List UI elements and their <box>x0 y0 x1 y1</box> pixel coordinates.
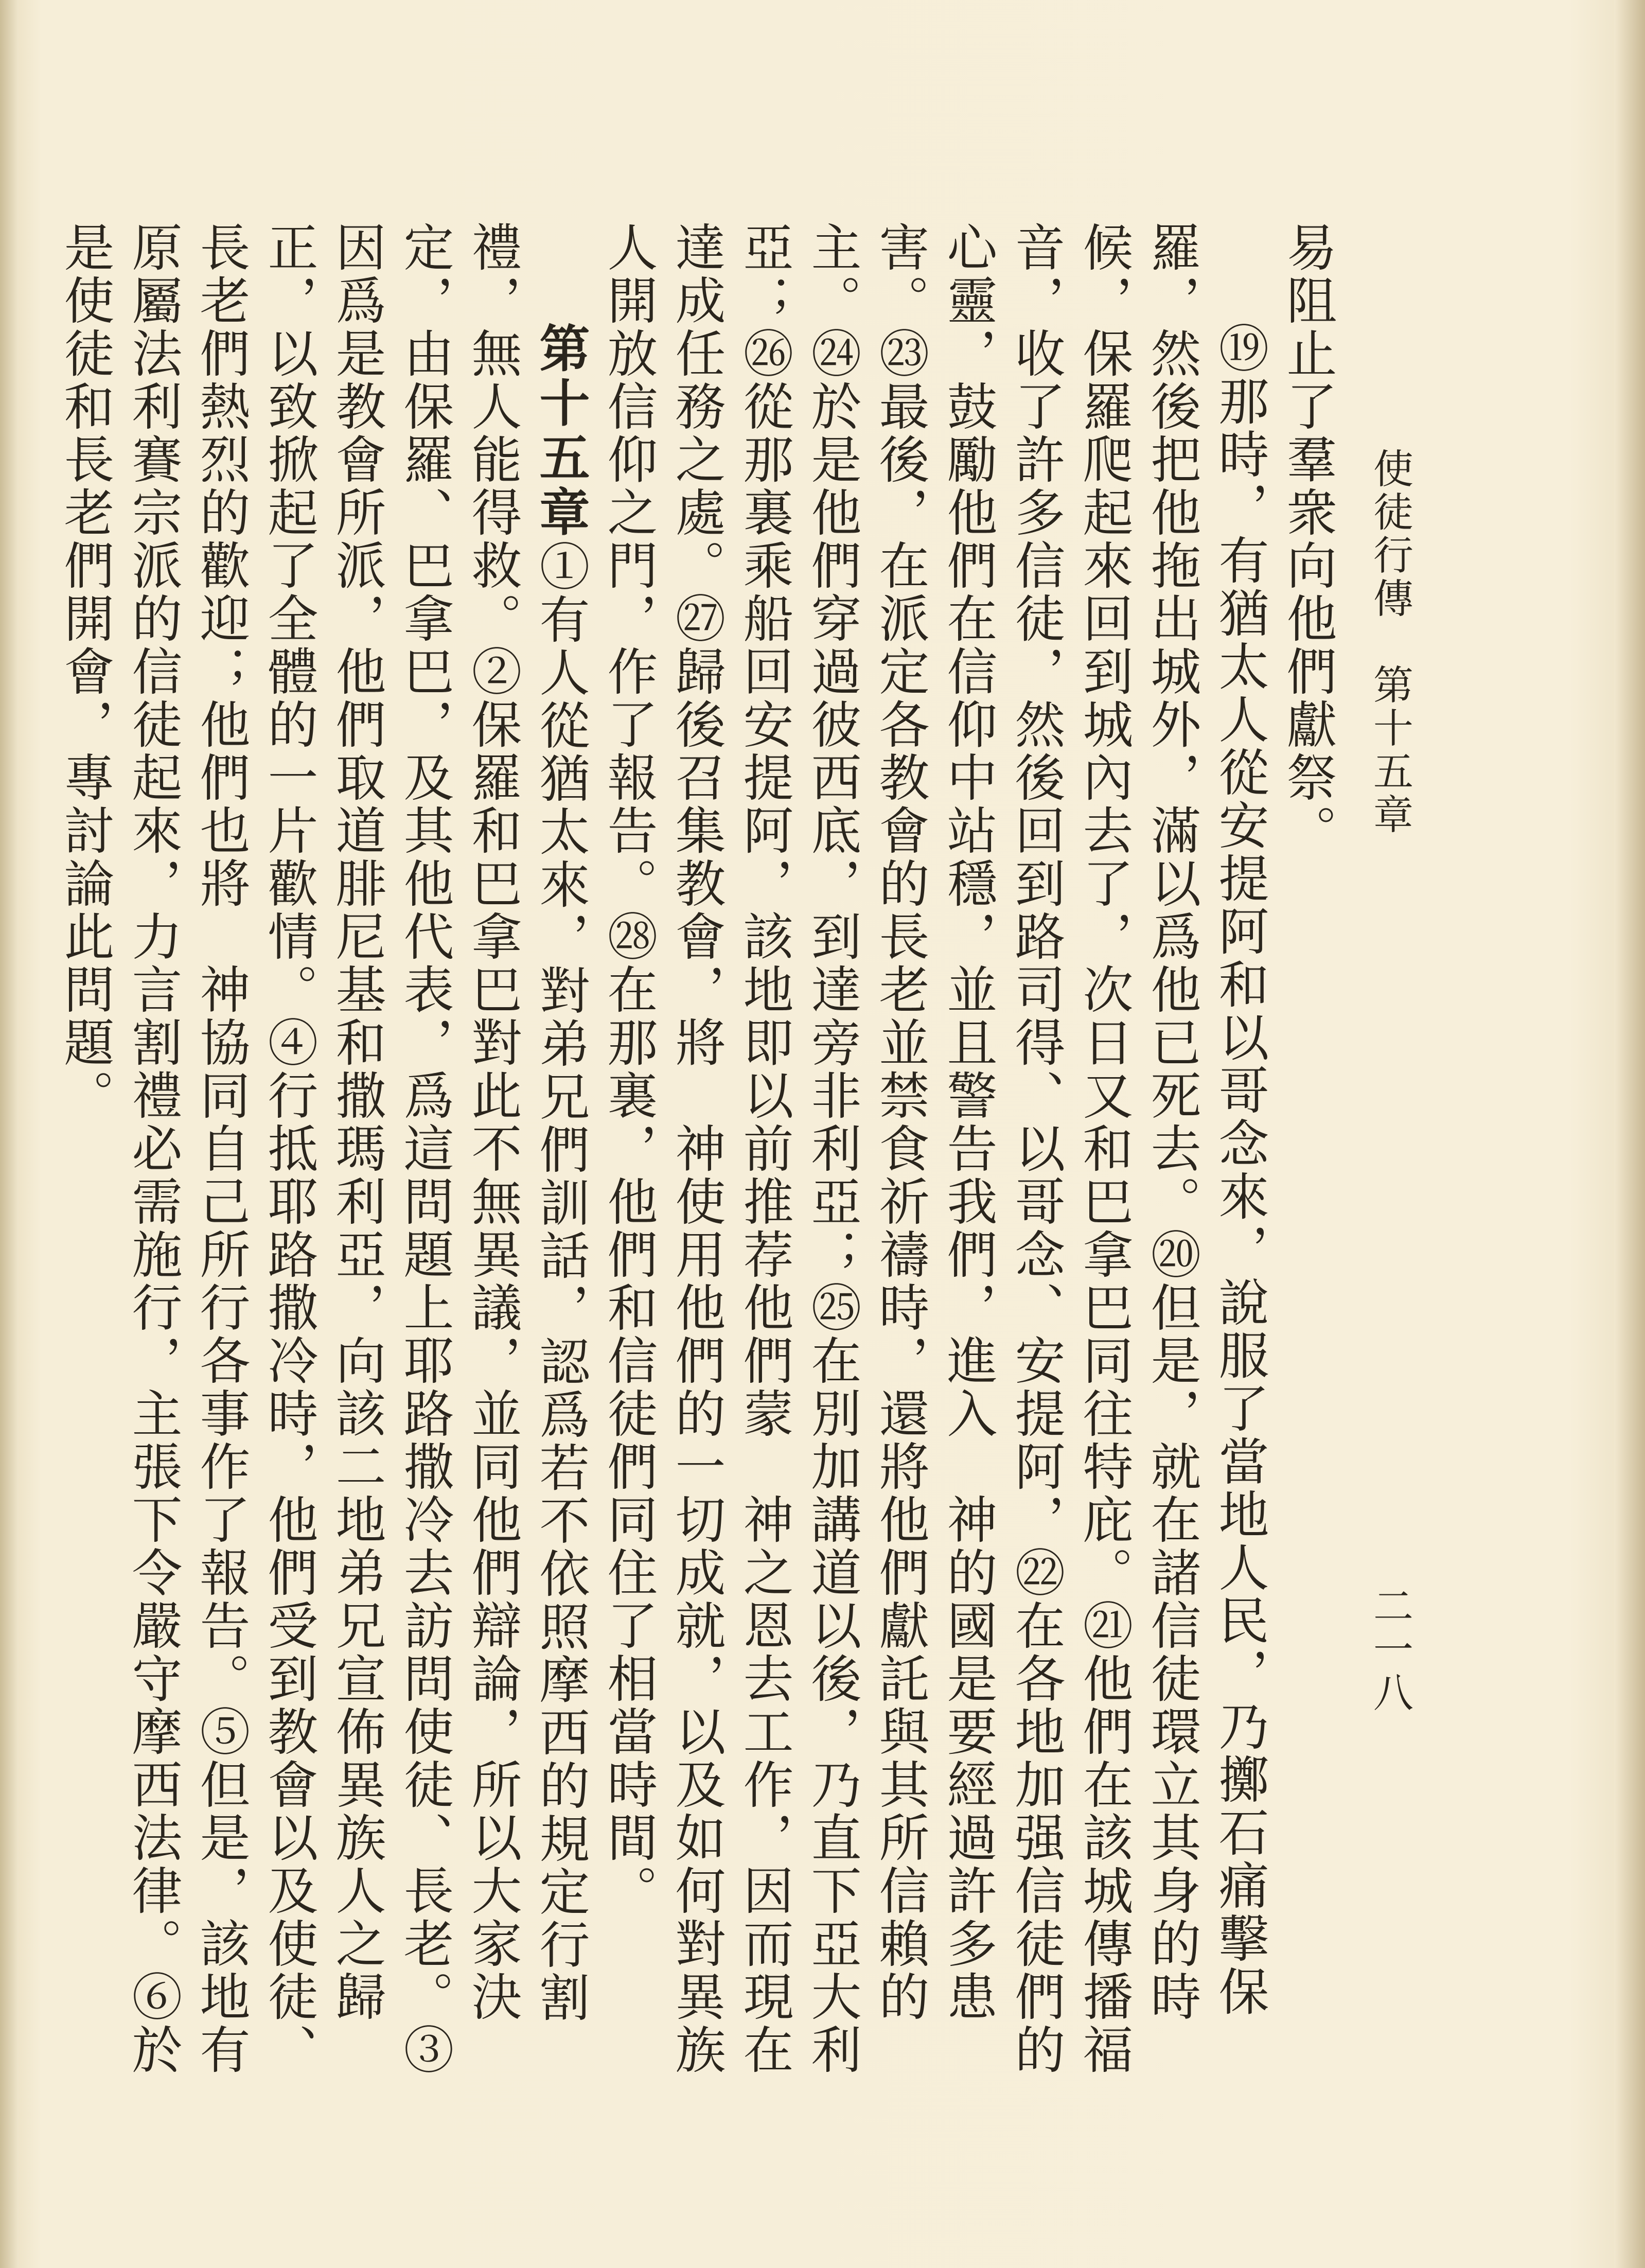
chapter-paragraph-text: ①有人從猶太來，對弟兄們訓話，認爲若不依照摩西的規定行割禮，無人能得救。②保羅和巴拿巴對此不無異議，並同他們辯論，所以大家決定，由保羅、巴拿巴，及其他代表，爲這問題上耶路撒冷去訪問使徒、長老。③因爲是教會所派，他們取道腓尼基和撒瑪利亞，向該二地弟兄宣佈異族人之歸正，以致掀起了全體的一片歡情。④行抵耶路撒冷時，他們受到教會以及使徒、長老們熱烈的歡迎；他們也將 神協同自己所行各事作了報告。⑤但是，該地有原屬法利賽宗派的信徒起來，力言割禮必需施行，主張下令嚴守摩西法律。⑥於是使徒和長老們開會，專討論此問題。 <box>56 221 590 2077</box>
running-head: 使徒行傳 第十五章 <box>1367 448 1413 837</box>
binding-shadow <box>0 0 19 2268</box>
paragraph-2 <box>594 221 1273 2084</box>
paragraph-2-text: ⑲那時，有猶太人從安提阿和以哥念來，說服了當地人民，乃擲石痛擊保羅，然後把他拖出城外，滿以爲他已死去。⑳但是，就在諸信徒環立其身的時候，保羅爬起來回到城內去了，次日又和巴拿巴同往特庇。㉑他們在該城傳播福音，收了許多信徒，然後回到路司得、以哥念、安提阿，㉒在各地加强信徒們的心靈，鼓勵他們在信仰中站穩，並且警告我們，進入 神的國是要經過許多患害。㉓最後，在派定各教會的長老並禁食祈禱時，還將他們獻託與其所信賴的主。㉔於是他們穿過彼西底，到達旁非利亞；㉕在別加講道以後，乃直下亞大利亞；㉖從那裏乘船回安提阿，該地即以前推荐他們蒙 神之恩去工作，因而現在達成任務之處。㉗歸後召集教會，將 神使用他們的一切成就，以及如何對異族人開放信仰之門，作了報告。㉘在那裏，他們和信徒們同住了相當時間。 <box>599 221 1269 2077</box>
body-text <box>51 221 1341 2084</box>
chapter-15-paragraph <box>51 221 594 2084</box>
page-number: 二一八 <box>1367 1585 1413 1715</box>
chapter-heading: 第十五章 <box>531 322 590 540</box>
paragraph-1: 易阻止了羣衆向他們獻祭。 <box>1278 221 1337 857</box>
page-edge <box>1614 0 1645 2268</box>
